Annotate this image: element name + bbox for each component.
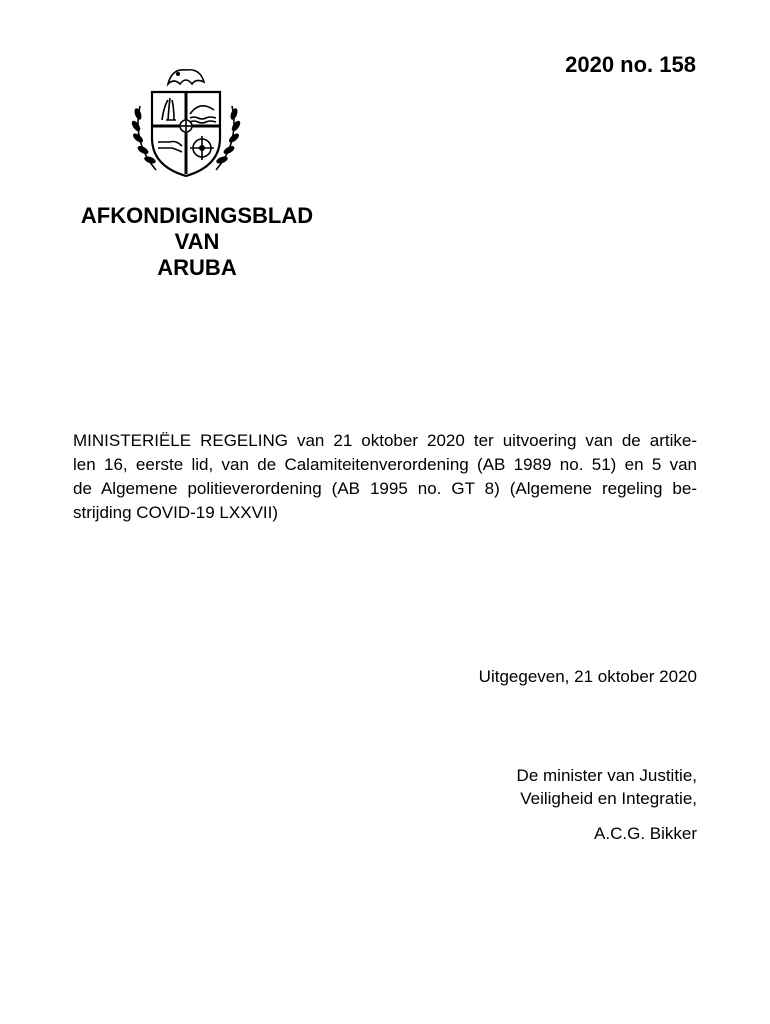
minister-title-line: De minister van Justitie, [516,766,697,785]
masthead-line: VAN [174,229,220,254]
regulation-title-line: de Algemene politieverordening (AB 1995 no. GT 8) (Algemene regeling be- [73,479,697,498]
regulation-title [73,429,697,525]
masthead-title [73,203,321,281]
publication-date: Uitgegeven, 21 oktober 2020 [478,667,697,686]
minister-title-line: Veiligheid en Integratie, [520,789,697,808]
masthead-line: ARUBA [157,255,237,280]
regulation-title-line: len 16, eerste lid, van de Calamiteitenverordening (AB 1989 no. 51) en 5 van [73,455,697,474]
masthead-line: AFKONDIGINGSBLAD [80,203,314,228]
regulation-title-line: MINISTERIËLE REGELING van 21 oktober 2020 ter uitvoering van de artike- [73,431,697,450]
signatory-name: A.C.G. Bikker [594,824,697,843]
minister-title [517,764,697,810]
aruba-coat-of-arms-icon [126,62,246,182]
regulation-title-line: strijding COVID-19 LXXVII) [73,503,279,522]
issue-number: 2020 no. 158 [565,52,696,77]
